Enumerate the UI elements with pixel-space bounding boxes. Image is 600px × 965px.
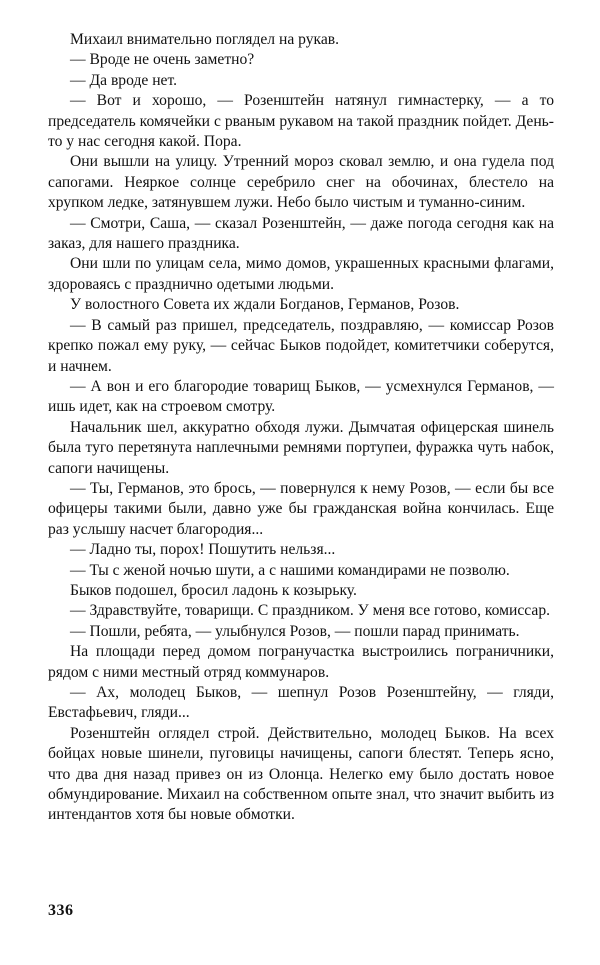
- page-number: 336: [48, 902, 74, 919]
- paragraph: — Вроде не очень заметно?: [70, 51, 255, 69]
- paragraph: — А вон и его благородие товарищ Быков, — усмехнулся Германов, — ишь идет, как на строевом смотру.: [48, 377, 554, 416]
- paragraph: Они вышли на улицу. Утренний мороз сковал землю, и она гудела под сапогами. Неяркое солнце серебрило снег на обочинах, блестело на хрупком ледке, затянувшем лужи. Небо было чистым и туманно-синим.: [48, 153, 554, 212]
- paragraph: — Здравствуйте, товарищи. С праздником. У меня все готово, комиссар.: [70, 602, 551, 620]
- paragraph: — Ладно ты, порох! Пошутить нельзя...: [70, 541, 336, 559]
- paragraph: Розенштейн оглядел строй. Действительно, молодец Быков. На всех бойцах новые шинели, пуговицы начищены, сапоги блестят. Теперь ясно, что два дня назад привез он из Олонца. Нелегко ему было достать новое обмундирование. Михаил на собственном опыте знал, что значит выбить из интендантов хотя бы новые обмотки.: [48, 724, 554, 824]
- paragraph: — Пошли, ребята, — улыбнулся Розов, — пошли парад принимать.: [70, 622, 520, 640]
- paragraph: У волостного Совета их ждали Богданов, Германов, Розов.: [70, 296, 460, 314]
- paragraph: — Смотри, Саша, — сказал Розенштейн, — даже погода сегодня как на заказ, для нашего праздника.: [48, 214, 554, 253]
- paragraph: Быков подошел, бросил ладонь к козырьку.: [70, 581, 357, 599]
- paragraph: Начальник шел, аккуратно обходя лужи. Дымчатая офицерская шинель была туго перетянута наплечными ремнями портупеи, фуражка чуть набок, сапоги начищены.: [48, 418, 554, 477]
- paragraph: — Ах, молодец Быков, — шепнул Розов Розенштейну, — гляди, Евстафьевич, гляди...: [48, 684, 554, 722]
- paragraph: — Ты, Германов, это брось, — повернулся к нему Розов, — если бы все офицеры такими были, давно уже бы гражданская война кончилась. Еще раз услышу насчет благородия...: [48, 479, 554, 538]
- paragraph: — В самый раз пришел, председатель, поздравляю, — комиссар Розов крепко пожал ему руку, — сейчас Быков подойдет, комитетчики соберутся, и начнем.: [48, 316, 554, 375]
- page-text: [48, 30, 554, 826]
- paragraph: — Да вроде нет.: [70, 71, 178, 89]
- paragraph: — Ты с женой ночью шути, а с нашими командирами не позволю.: [70, 561, 510, 579]
- paragraph: Михаил внимательно поглядел на рукав.: [70, 31, 340, 48]
- paragraph: На площади перед домом погранучастка выстроились пограничники, рядом с ними местный отряд коммунаров.: [48, 643, 554, 681]
- paragraph: Они шли по улицам села, мимо домов, украшенных красными флагами, здороваясь с празднично одетыми людьми.: [48, 255, 554, 293]
- paragraph: — Вот и хорошо, — Розенштейн натянул гимнастерку, — а то председатель комячейки с рваным рукавом на такой праздник пойдет. День-то у нас сегодня какой. Пора.: [48, 92, 554, 151]
